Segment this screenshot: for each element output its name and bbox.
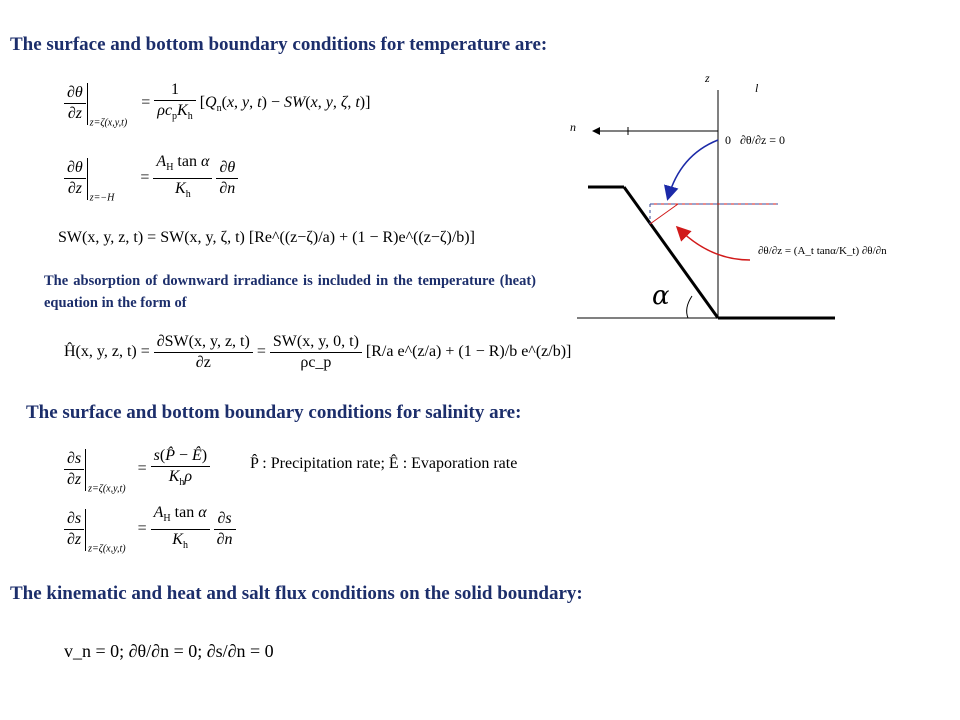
equation-temperature-surface: $\frac{\partial\theta}{\partial z}$ $_{z=\zeta(x,y,t)}$ = $\frac{1}{\rho c_pK_h}$ [$Q_n(x$, y, t) − SW(x, y, ζ, t)] (64, 80, 370, 128)
heading-salinity: The surface and bottom boundary conditions for salinity are: (26, 402, 522, 423)
heading-temperature: The surface and bottom boundary conditions for temperature are: (10, 34, 548, 55)
l-label: l (755, 81, 759, 95)
heating-lhs: Ĥ(x, y, z, t) = (64, 343, 150, 361)
top-condition: ∂θ/∂z = 0 (740, 133, 786, 147)
slope-line (624, 187, 718, 318)
equation-shortwave: SW(x, y, z, t) = SW(x, y, ζ, t) [Re^((z−ζ)/a) + (1 − R)e^((z−ζ)/b)] (58, 229, 475, 246)
equation-salinity-bottom: $\frac{\partial s}{\partial z}$ $_{z=\zeta(x,y,t)}$ = $\frac{A_H \tan \alpha}{K_h}$ $\frac{\partial s}{\partial n}$ (64, 503, 236, 556)
n-label: n (570, 120, 576, 134)
blue-arrow (668, 140, 718, 198)
heating-den1: ∂z (195, 354, 211, 371)
zero-label: 0 (725, 133, 731, 147)
absorption-paragraph: The absorption of downward irradiance is included in the temperature (heat) equation in the form of (44, 273, 536, 311)
definitions-text: P̂ : Precipitation rate; Ê : Evaporation rate (250, 455, 518, 472)
equation-salinity-surface: $\frac{\partial s}{\partial z}$ $_{z=\zeta(x,y,t)}$ = $\frac{s(P̂ - Ê)}{K_h\rho}$ (64, 446, 210, 494)
z-label: z (705, 71, 710, 85)
heating-rhs: [R/a e^(z/a) + (1 − R)/b e^(z/b)] (365, 343, 572, 361)
heading-solid-boundary: The kinematic and heat and salt flux conditions on the solid boundary: (10, 583, 583, 604)
boundary-diagram (560, 60, 887, 340)
heating-num2: SW(x, y, 0, t) (270, 332, 362, 353)
heating-num1: ∂SW(x, y, z, t) (154, 332, 253, 353)
heating-den2: ρc_p (300, 354, 332, 371)
equation-heating: Ĥ(x, y, z, t) = $\frac{\partial SW(x, y, z, t)}{\partial z}$ = $\frac{SW(x, y, 0, t)}{\rho c\_p}$ [R/a e^(z/a) + (1 − R)/b e^(z/b)] (64, 333, 572, 371)
alpha-arc (687, 296, 692, 318)
slope-condition: ∂θ/∂z = (A_t tanα/K_t) ∂θ/∂n (758, 245, 887, 257)
equation-temperature-bottom: $\frac{\partial\theta}{\partial z}$ $_{z=-H}$ = $\frac{A_H \tan \alpha}{K_h}$ $\frac{\partial\theta}{\partial n}$ (64, 152, 238, 205)
alpha-label: α (652, 281, 670, 311)
normal-line (650, 204, 678, 224)
equation-solid-boundary: v_n = 0; ∂θ/∂n = 0; ∂s/∂n = 0 (64, 641, 274, 661)
red-arrow (678, 228, 750, 260)
